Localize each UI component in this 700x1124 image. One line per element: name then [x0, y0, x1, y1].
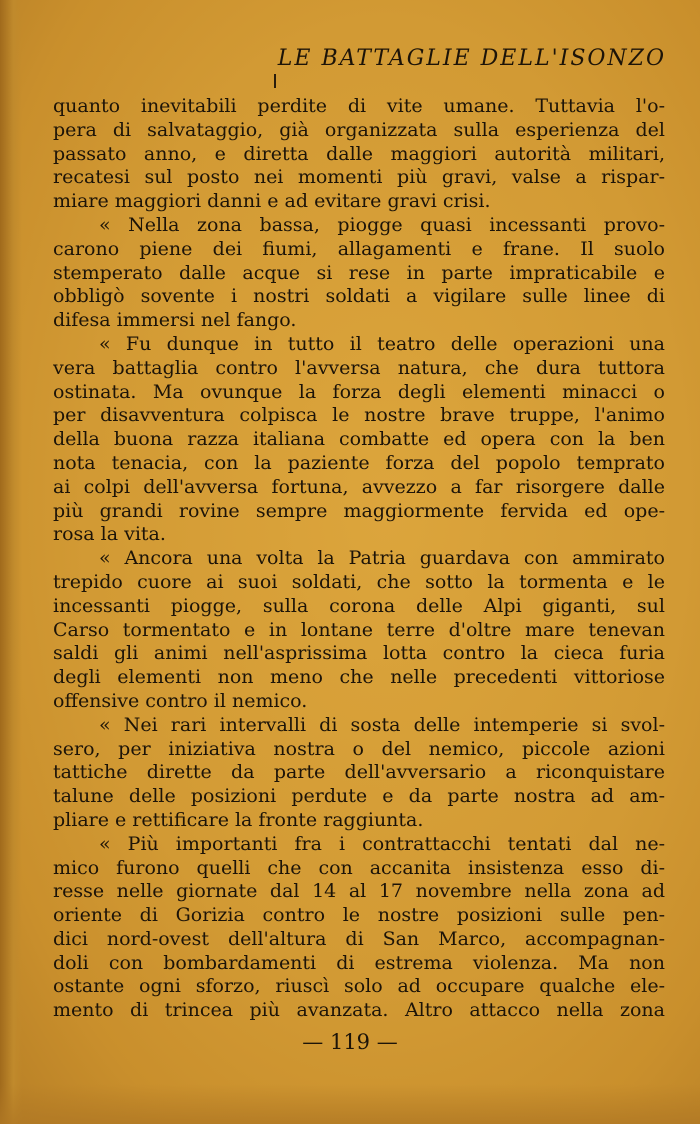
text-line: nota tenacia, con la paziente forza del popolo temprato [53, 451, 665, 474]
text-line: oriente di Gorizia contro le nostre posizioni sulle pen- [53, 904, 665, 927]
header-mark [274, 74, 276, 88]
text-line: passato anno, e diretta dalle maggiori autorità militari, [53, 142, 665, 165]
text-line: « Più importanti fra i contrattacchi tentati dal ne- [99, 832, 665, 855]
text-line: difesa immersi nel fango. [53, 309, 297, 332]
text-line: tattiche dirette da parte dell'avversario a riconquistare [53, 761, 665, 784]
body-text [53, 95, 665, 1023]
text-line: carono piene dei fiumi, allagamenti e frane. Il suolo [53, 237, 665, 260]
text-line: dici nord-ovest dell'altura di San Marco, accompagnan- [53, 927, 665, 950]
text-line: rosa la vita. [53, 523, 166, 546]
text-line: della buona razza italiana combatte ed opera con la ben [53, 428, 665, 451]
text-line: « Nei rari intervalli di sosta delle intemperie si svol- [99, 713, 665, 736]
text-line: obbligò sovente i nostri soldati a vigilare sulle linee di [53, 285, 665, 308]
text-line: pera di salvataggio, già organizzata sulla esperienza del [53, 118, 665, 141]
text-line: pliare e rettificare la fronte raggiunta. [53, 808, 424, 831]
text-line: resse nelle giornate dal 14 al 17 novembre nella zona ad [53, 880, 665, 903]
text-line: Carso tormentato e in lontane terre d'oltre mare tenevan [53, 618, 665, 641]
text-line: degli elementi non meno che nelle precedenti vittoriose [53, 666, 665, 689]
text-line: più grandi rovine sempre maggiormente fervida ed ope- [53, 499, 665, 522]
text-line: « Fu dunque in tutto il teatro delle operazioni una [99, 332, 665, 355]
text-line: offensive contro il nemico. [53, 689, 308, 712]
text-line: « Nella zona bassa, piogge quasi incessanti provo- [99, 213, 665, 236]
running-title: LE BATTAGLIE DELL'ISONZO [277, 46, 666, 71]
text-line: recatesi sul posto nei momenti più gravi, valse a rispar- [53, 166, 665, 189]
text-line: saldi gli animi nell'asprissima lotta contro la cieca furia [53, 642, 665, 665]
text-line: ostinata. Ma ovunque la forza degli elementi minacci o [53, 380, 665, 403]
text-line: ai colpi dell'avversa fortuna, avvezzo a far risorgere dalle [53, 475, 665, 498]
text-line: vera battaglia contro l'avversa natura, che dura tuttora [53, 356, 665, 379]
text-line: « Ancora una volta la Patria guardava con ammirato [99, 547, 665, 570]
text-line: mento di trincea più avanzata. Altro attacco nella zona [53, 999, 665, 1022]
text-line: per disavventura colpisca le nostre brave truppe, l'animo [53, 404, 665, 427]
page-left-edge-shadow [0, 0, 22, 1124]
text-line: talune delle posizioni perdute e da parte nostra ad am- [53, 785, 665, 808]
page-bottom-edge-shadow [0, 1084, 700, 1124]
text-line: quanto inevitabili perdite di vite umane. Tuttavia l'o- [53, 95, 665, 117]
page-number: — 119 — [302, 1030, 398, 1054]
text-line: mico furono quelli che con accanita insistenza esso di- [53, 856, 665, 879]
text-line: incessanti piogge, sulla corona delle Alpi giganti, sul [53, 594, 665, 617]
text-line: miare maggiori danni e ad evitare gravi crisi. [53, 190, 491, 213]
text-line: trepido cuore ai suoi soldati, che sotto la tormenta e le [53, 570, 665, 593]
text-line: doli con bombardamenti di estrema violenza. Ma non [53, 951, 665, 974]
text-line: ostante ogni sforzo, riuscì solo ad occupare qualche ele- [53, 975, 665, 998]
text-line: sero, per iniziativa nostra o del nemico, piccole azioni [53, 737, 665, 760]
text-line: stemperato dalle acque si rese in parte impraticabile e [53, 261, 665, 284]
